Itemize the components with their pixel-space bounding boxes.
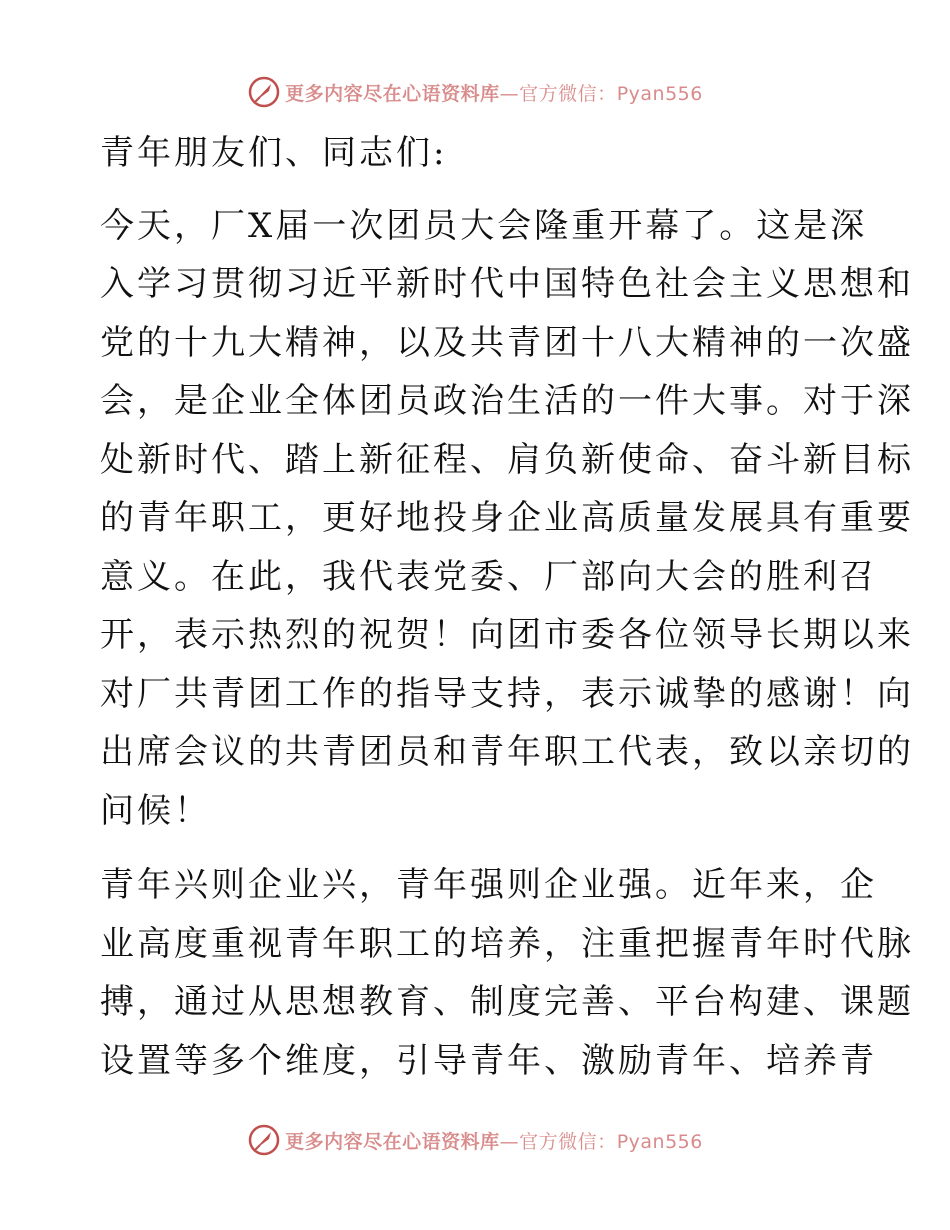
watermark-suffix: 官方微信：: [519, 82, 617, 105]
paragraph-1-line: 问候！: [100, 790, 211, 831]
watermark-main: 更多内容尽在心语资料库: [285, 82, 500, 105]
footer-watermark-text: [285, 1127, 703, 1154]
paragraph-1-line: 今天，厂X届一次团员大会隆重开幕了。这是深: [100, 205, 868, 246]
watermark-dash: —: [499, 1130, 520, 1153]
watermark-main: 更多内容尽在心语资料库: [285, 1130, 500, 1153]
paragraph-1-line: 的青年职工，更好地投身企业高质量发展具有重要: [100, 498, 914, 538]
greeting-line: 青年朋友们、同志们:: [100, 133, 448, 173]
paragraph-1-line: 入学习贯彻习近平新时代中国特色社会主义思想和: [100, 264, 914, 304]
paragraph-1-line: 会，是企业全体团员政治生活的一件大事。对于深: [100, 381, 914, 421]
paragraph-1-line: 意义。在此，我代表党委、厂部向大会的胜利召: [100, 556, 877, 597]
quill-logo-icon: [247, 75, 281, 109]
document-body: [100, 124, 914, 1090]
watermark-suffix: 官方微信：: [519, 1130, 617, 1153]
paragraph-2-line: 设置等多个维度，引导青年、激励青年、培养青: [100, 1040, 877, 1081]
paragraph-1-line: 党的十九大精神，以及共青团十八大精神的一次盛: [100, 322, 914, 363]
footer-watermark: [0, 1120, 950, 1160]
paragraph-2-line: 搏，通过从思想教育、制度完善、平台构建、课题: [100, 982, 914, 1022]
paragraph-1: [100, 197, 914, 841]
header-watermark-text: [285, 79, 703, 106]
watermark-id: Pyan556: [616, 1130, 703, 1153]
quill-logo-icon: [247, 1123, 281, 1157]
paragraph-1-line: 处新时代、踏上新征程、肩负新使命、奋斗新目标: [100, 439, 914, 480]
paragraph-2: [100, 856, 914, 1090]
paragraph-1-line: 开，表示热烈的祝贺！向团市委各位领导长期以来: [100, 615, 914, 655]
paragraph-2-line: 青年兴则企业兴，青年强则企业强。近年来，企: [100, 865, 877, 905]
paragraph-1-line: 出席会议的共青团员和青年职工代表，致以亲切的: [100, 732, 914, 772]
watermark-dash: —: [499, 82, 520, 105]
header-watermark: [0, 72, 950, 112]
paragraph-1-line: 对厂共青团工作的指导支持，表示诚挚的感谢！向: [100, 673, 914, 714]
paragraph-2-line: 业高度重视青年职工的培养，注重把握青年时代脉: [100, 923, 914, 964]
watermark-id: Pyan556: [616, 82, 703, 105]
